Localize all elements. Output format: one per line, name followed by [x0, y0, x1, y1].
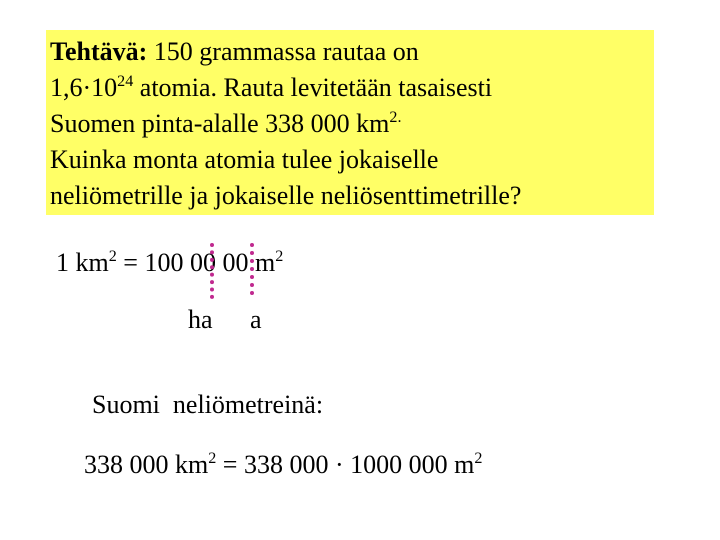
equation2-rhs: = 338 000 · 1000 000 m — [222, 450, 475, 479]
equation2-rhs-exponent: 2 — [474, 449, 483, 467]
problem-line-5: neliömetrille ja jokaiselle neliösenttimetrille? — [50, 181, 522, 210]
problem-line-4: Kuinka monta atomia tulee jokaiselle — [50, 145, 439, 174]
hectare-divider-line — [210, 243, 214, 299]
problem-statement — [50, 34, 690, 214]
finland-area-equation — [84, 450, 482, 480]
problem-line-2-text: atomia. Rauta levitetään tasaisesti — [139, 73, 493, 102]
problem-line-1-text: 150 grammassa rautaa on — [153, 37, 419, 66]
are-label: a — [250, 305, 262, 334]
problem-line-1 — [50, 34, 690, 70]
atom-count-exponent: 24 — [117, 72, 134, 90]
equation2-lhs: 338 000 km — [84, 450, 209, 479]
problem-line-3-text: Suomen pinta-alalle 338 000 km — [50, 109, 390, 138]
equation2-lhs-exponent: 2 — [208, 449, 217, 467]
conversion-lhs-exponent: 2 — [108, 247, 117, 265]
conversion-rhs-exponent: 2 — [275, 247, 284, 265]
conversion-lhs: 1 km — [56, 248, 109, 277]
are-divider-line — [250, 243, 254, 295]
atom-count-base: 1,6·10 — [50, 73, 118, 102]
hectare-label: ha — [188, 305, 213, 334]
conversion-rhs: = 100 00 00 m — [123, 248, 276, 277]
problem-line-2 — [50, 70, 690, 106]
area-exponent: 2. — [389, 108, 402, 126]
suomi-heading: Suomi neliömetreinä: — [92, 390, 324, 419]
problem-label: Tehtävä: — [50, 37, 148, 66]
problem-line-3 — [50, 106, 690, 142]
